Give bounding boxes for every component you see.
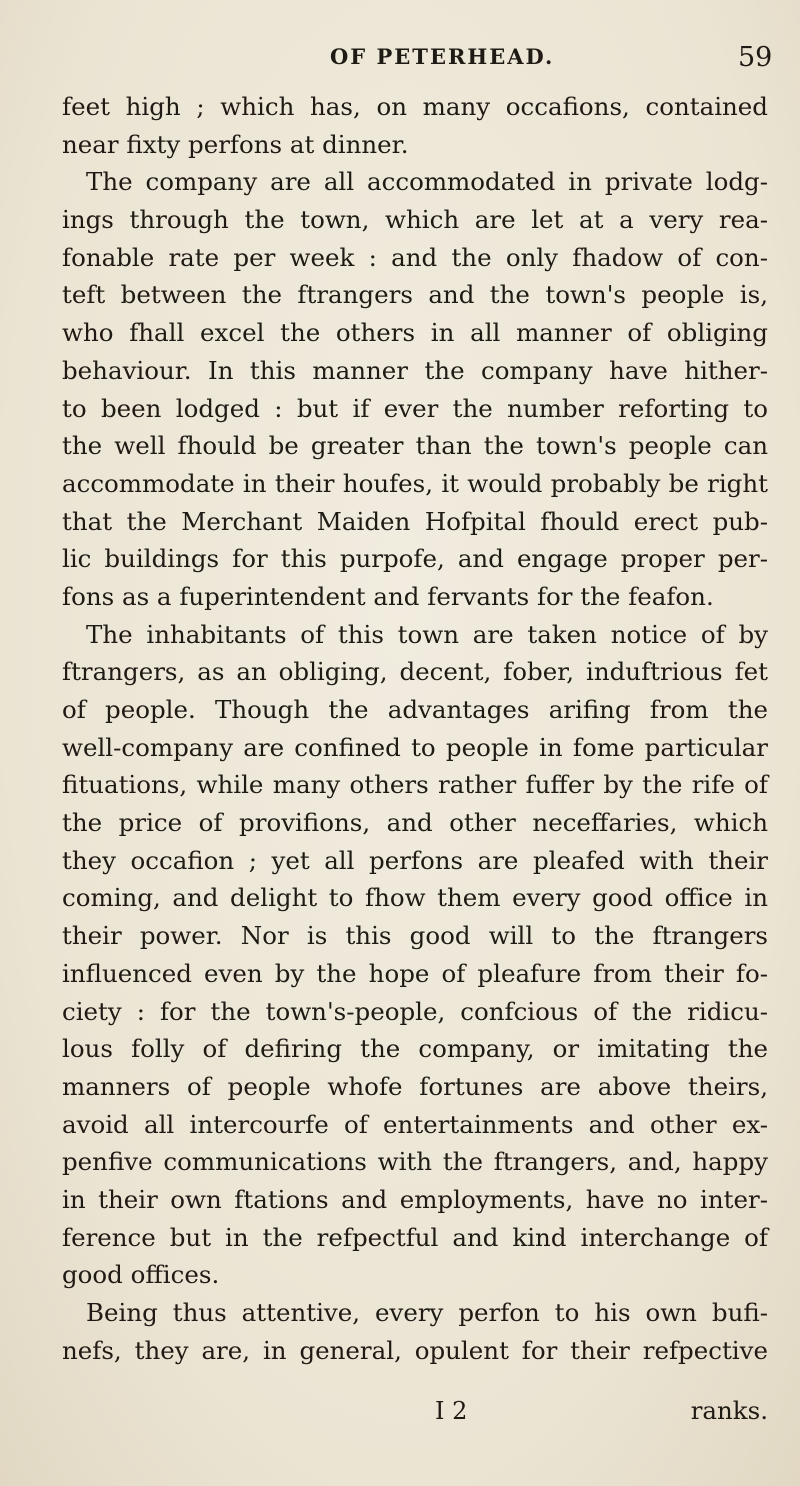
text-line: their power. Nor is this good will to the ftrangers (62, 921, 768, 951)
text-line: that the Merchant Maiden Hofpital fhould erect pub- (62, 506, 768, 536)
text-line: penfive communications with the ftrangers, and, happy (62, 1147, 768, 1177)
catchword: ranks. (690, 1396, 768, 1425)
text-line: lic buildings for this purpofe, and engage proper per- (62, 544, 768, 574)
page-footer (62, 1392, 768, 1430)
text-line: Being thus attentive, every perfon to his own bufi- (86, 1298, 768, 1327)
text-line: near fixty perfons at dinner. (62, 129, 409, 159)
signature-mark: I 2 (435, 1397, 468, 1425)
text-line: well-company are confined to people in fome particular (62, 732, 768, 762)
text-line: fons as a fuperintendent and fervants for the feafon. (62, 581, 714, 611)
text-line: feet high ; which has, on many occafions, contained (62, 92, 768, 121)
text-line: fituations, while many others rather fuffer by the rife of (62, 770, 768, 800)
text-line: The inhabitants of this town are taken notice of by (86, 619, 768, 649)
text-line: avoid all intercourfe of entertainments and other ex- (62, 1109, 768, 1139)
page-number: 59 (738, 42, 773, 73)
text-line: ftrangers, as an obliging, decent, fober, induftrious fet (62, 657, 768, 687)
text-line: of people. Though the advantages arifing from the (62, 695, 768, 724)
text-line: influenced even by the hope of pleafure from their fo- (62, 958, 768, 988)
text-line: the price of provifions, and other neceffaries, which (62, 808, 768, 838)
text-line: ciety : for the town's-people, confcious of the ridicu- (62, 996, 768, 1026)
text-line: manners of people whofe fortunes are above theirs, (62, 1071, 768, 1101)
text-line: in their own ftations and employments, have no inter- (62, 1184, 768, 1214)
running-title: OF PETERHEAD. (330, 44, 555, 69)
text-line: ference but in the refpectful and kind interchange of (62, 1222, 768, 1252)
text-line: The company are all accommodated in private lodg- (86, 167, 768, 197)
text-line: the well fhould be greater than the town's people can (62, 431, 768, 461)
text-line: nefs, they are, in general, opulent for their refpective (62, 1335, 768, 1365)
text-line: coming, and delight to fhow them every good office in (62, 883, 768, 913)
text-line: good offices. (62, 1260, 220, 1290)
text-line: accommodate in their houfes, it would probably be right (62, 468, 768, 498)
body-text (62, 88, 768, 1369)
text-line: lous folly of defiring the company, or imitating the (62, 1034, 768, 1064)
text-line: teft between the ftrangers and the town's people is, (62, 280, 768, 310)
text-line: they occafion ; yet all perfons are pleafed with their (62, 845, 768, 875)
text-line: to been lodged : but if ever the number reforting to (62, 393, 768, 423)
text-line: fonable rate per week : and the only fhadow of con- (62, 242, 768, 272)
text-line: who fhall excel the others in all manner of obliging (62, 318, 768, 348)
text-line: behaviour. In this manner the company have hither- (62, 355, 768, 385)
text-line: ings through the town, which are let at a very rea- (62, 205, 768, 235)
